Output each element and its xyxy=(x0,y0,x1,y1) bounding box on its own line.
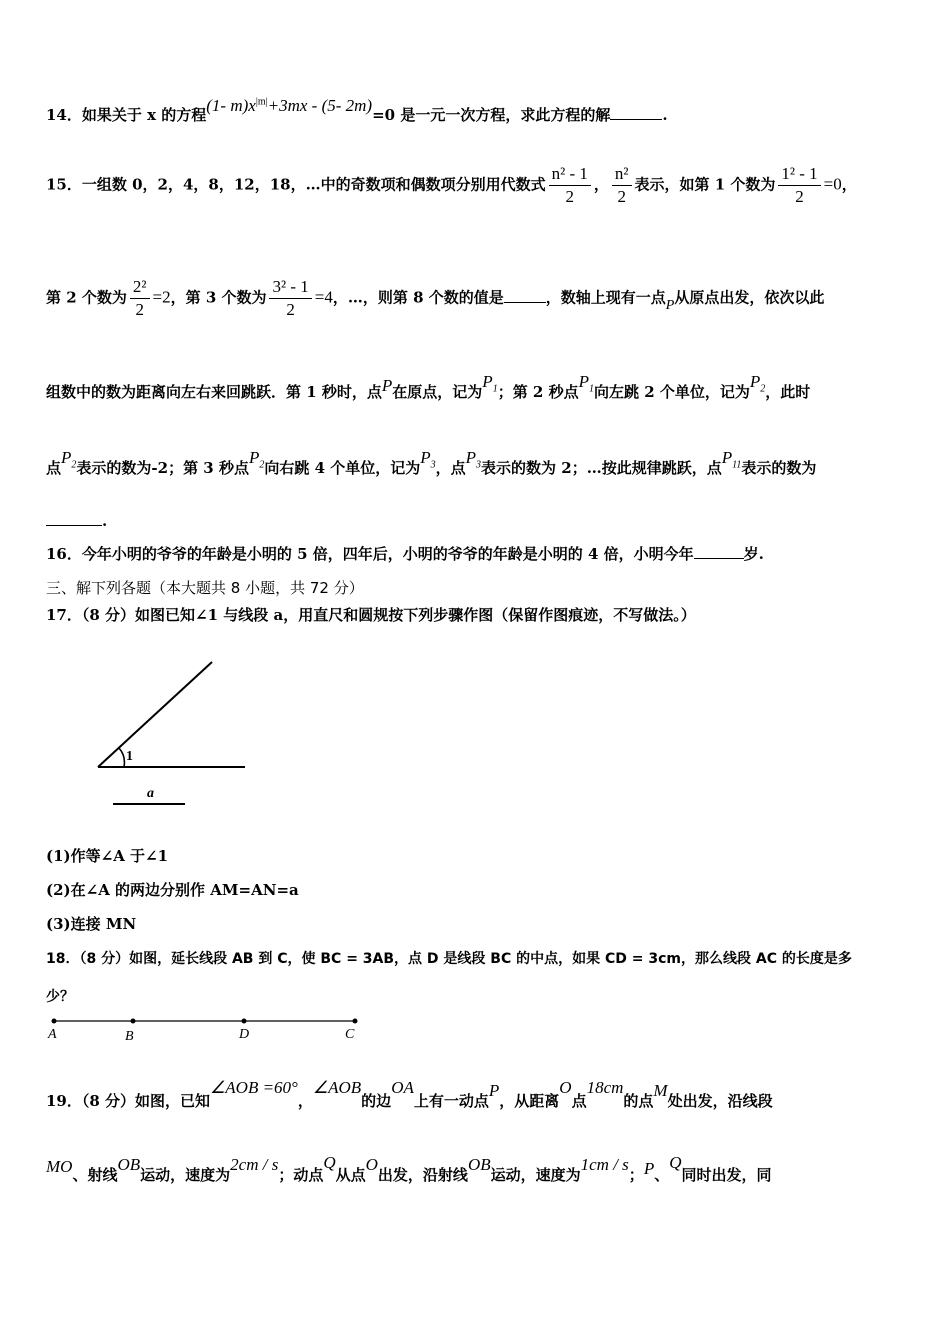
q15-p11: $P_{11}$ xyxy=(721,448,742,471)
q15-frac-odd: $\frac{\text{n² - 1}}{2}$ xyxy=(549,163,591,208)
q19-o: O xyxy=(559,1078,572,1097)
question-15-line2 xyxy=(46,276,824,321)
q15-answer-blank-1[interactable] xyxy=(504,302,546,303)
q19-oa: OA xyxy=(391,1078,414,1097)
point-a xyxy=(52,1019,57,1024)
q19-q-2: Q xyxy=(669,1153,682,1172)
q19-o-2: O xyxy=(365,1155,378,1174)
q14-prefix: 14．如果关于 x 的方程 xyxy=(46,106,207,124)
q15-p1-b: $P_1$ xyxy=(578,372,594,395)
q17-step-3: (3)连接 MN xyxy=(46,915,137,933)
q19-j: 运动，速度为 xyxy=(140,1166,231,1184)
q15-frac-first: $\frac{\text{1² - 1}}{2}$ xyxy=(778,163,820,208)
q19-angle1: ∠AOB =60° xyxy=(210,1078,298,1097)
point-c xyxy=(353,1019,358,1024)
q19-p: P xyxy=(488,1081,500,1100)
q15-frac-second: $\frac{\text{2²}}{2}$ xyxy=(130,276,150,321)
q16-answer-blank[interactable] xyxy=(694,558,744,559)
q15-p3-b: $P_3$ xyxy=(465,448,482,471)
question-15-line4 xyxy=(46,448,817,480)
q19-l: 从点 xyxy=(335,1166,366,1184)
q15-line3-c: ；第 2 秒点 xyxy=(497,383,579,401)
q14-suffix: =0 是一元一次方程，求此方程的解 xyxy=(372,106,611,124)
q19-d: 上有一动点 xyxy=(413,1092,489,1110)
label-b: B xyxy=(125,1029,134,1044)
q15-eq1: =0 xyxy=(823,174,842,194)
q19-angle2: ∠AOB xyxy=(312,1078,362,1097)
q14-answer-blank[interactable] xyxy=(610,119,662,120)
question-18-line1 xyxy=(46,948,852,968)
q15-line4-b: 表示的数为-2；第 3 秒点 xyxy=(76,459,249,477)
question-15-line5 xyxy=(46,512,107,530)
point-d xyxy=(242,1019,247,1024)
q19-f: 点 xyxy=(571,1092,587,1110)
question-17 xyxy=(46,604,696,625)
point-b xyxy=(131,1019,136,1024)
q19-v2: 1cm / s xyxy=(580,1155,629,1174)
angle-ray-upper xyxy=(98,662,212,767)
q15-answer-blank-2[interactable] xyxy=(46,525,102,526)
q15-p3-a: $P_3$ xyxy=(420,448,436,471)
question-16 xyxy=(46,543,764,564)
q19-g: 的点 xyxy=(623,1092,654,1110)
label-a: A xyxy=(48,1027,57,1042)
q19-r: ； xyxy=(628,1166,644,1184)
q19-o2: 运动，速度为 xyxy=(490,1166,581,1184)
q19-e: ，从距离 xyxy=(499,1092,560,1110)
q15-line2-mid2: ，…，则第 8 个数的值是 xyxy=(332,288,504,307)
angle-arc xyxy=(119,748,124,767)
q15-frac-third: $\frac{\text{3² - 1}}{2}$ xyxy=(269,276,311,321)
question-19-line2 xyxy=(46,1153,772,1185)
q19-s: 、 xyxy=(654,1166,670,1184)
q14-end: . xyxy=(662,106,668,124)
q15-frac-even: $\frac{\text{n²}}{2}$ xyxy=(612,163,632,208)
q19-t: 同时出发，同 xyxy=(681,1166,772,1184)
question-15-line3 xyxy=(46,372,811,404)
q19-h: 处出发，沿线段 xyxy=(667,1092,773,1110)
q15-line4-d: ，点 xyxy=(435,459,466,477)
q15-eq3: =4 xyxy=(314,287,333,307)
q15-p2-a: $P_2$ xyxy=(749,372,766,395)
q19-mo: MO xyxy=(46,1157,73,1176)
label-d: D xyxy=(239,1027,250,1042)
q17-step-1: (1)作等∠A 于∠1 xyxy=(46,847,169,865)
q19-m: M xyxy=(653,1081,668,1100)
q19-dist: 18cm xyxy=(586,1078,624,1097)
q16-text: 16．今年小明的爷爷的年龄是小明的 5 倍，四年后，小明的爷爷的年龄是小明的 4 倍，小明今年 xyxy=(46,545,694,563)
q15-line3-e: ，此时 xyxy=(765,383,811,401)
q15-line3-d: 向左跳 2 个单位，记为 xyxy=(593,383,750,401)
q19-c: 的边 xyxy=(361,1092,392,1110)
segment-label: a xyxy=(147,786,154,801)
q15-p2-c: $P_2$ xyxy=(248,448,265,471)
q15-p2-b: $P_2$ xyxy=(61,448,77,471)
q19-q: Q xyxy=(323,1153,336,1172)
q15-line2-prefix: 第 2 个数为 xyxy=(46,288,127,307)
q15-line3-b: 在原点，记为 xyxy=(392,383,483,401)
q15-line4-e: 表示的数为 2；…按此规律跳跃，点 xyxy=(481,459,722,477)
q15-line2-end: 从原点出发，依次以此 xyxy=(674,288,825,307)
q15-point-p: P xyxy=(665,297,675,313)
q17-figure xyxy=(90,655,260,815)
q19-ob-2: OB xyxy=(467,1155,491,1174)
q19-p-2: P xyxy=(643,1159,655,1178)
q19-i: 、射线 xyxy=(72,1166,118,1184)
question-19-line1 xyxy=(46,1078,773,1111)
q15-line2-mid1: ，第 3 个数为 xyxy=(170,288,267,307)
q19-n: 出发，沿射线 xyxy=(377,1166,468,1184)
q15-prefix: 15．一组数 0，2，4，8，12，18，…中的奇数项和偶数项分别用代数式 xyxy=(46,175,546,194)
question-15-line1 xyxy=(46,163,857,208)
q15-line5-end: . xyxy=(102,512,108,530)
q15-p-a: P xyxy=(381,376,393,395)
q15-line4-c: 向右跳 4 个单位，记为 xyxy=(264,459,421,477)
q19-a: 19．（8 分）如图，已知 xyxy=(46,1092,211,1110)
question-14 xyxy=(46,96,668,125)
q15-comma: ， xyxy=(593,175,609,194)
q16-end: 岁. xyxy=(743,545,764,563)
section-3-header: 三、解下列各题（本大题共 8 小题，共 72 分） xyxy=(46,579,364,597)
q15-line4-a: 点 xyxy=(46,459,62,477)
q15-line1-end: ， xyxy=(841,175,857,194)
q17-text: 17．（8 分）如图已知∠1 与线段 a，用直尺和圆规按下列步骤作图（保留作图痕迹，不写做法。） xyxy=(46,606,696,624)
q15-p1-a: $P_1$ xyxy=(482,372,498,395)
label-c: C xyxy=(345,1027,355,1042)
q19-b: ， xyxy=(297,1092,313,1110)
q19-ob: OB xyxy=(117,1155,141,1174)
q14-equation: (1- $m)x^{|m|}+3mx - (5-$ 2m) xyxy=(206,96,373,115)
q18-line2: 少？ xyxy=(46,989,74,1005)
q18-figure xyxy=(44,1012,374,1052)
q15-eq2: =2 xyxy=(152,287,171,307)
q15-line3-a: 组数中的数为距离向左右来回跳跃．第 1 秒时，点 xyxy=(46,383,382,401)
question-18-line2 xyxy=(46,986,74,1006)
angle-label: 1 xyxy=(126,749,133,764)
q15-line2-mid3: ，数轴上现有一点 xyxy=(545,288,666,307)
q15-line4-f: 表示的数为 xyxy=(741,459,817,477)
q19-v1: 2cm / s xyxy=(230,1155,279,1174)
q17-step-2: (2)在∠A 的两边分别作 AM=AN=a xyxy=(46,881,299,899)
q19-k: ；动点 xyxy=(278,1166,324,1184)
q15-mid: 表示，如第 1 个数为 xyxy=(634,175,776,194)
q18-line1: 18．（8 分）如图，延长线段 AB 到 C，使 BC = 3AB，点 D 是线段 BC 的中点，如果 CD = 3cm，那么线段 AC 的长度是多 xyxy=(46,951,852,967)
